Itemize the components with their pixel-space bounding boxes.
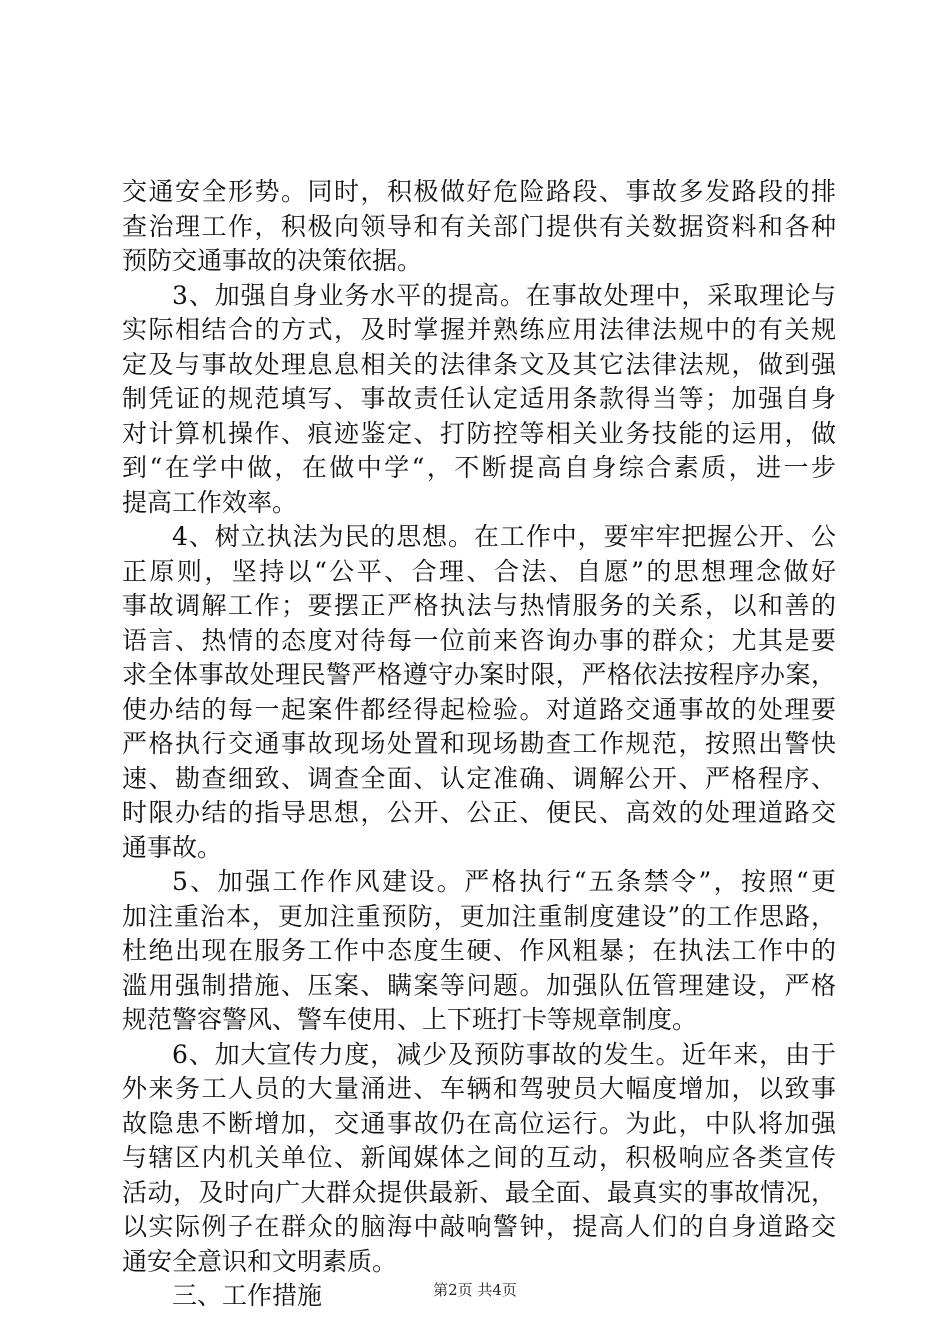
text-line: 加注重治本，更加注重预防，更加注重制度建设”的工作思路，	[122, 901, 836, 931]
text-line: 严格执行交通事故现场处置和现场勘查工作规范，按照出警快	[122, 729, 836, 758]
text-line: 查治理工作，积极向领导和有关部门提供有关数据资料和各种	[122, 211, 836, 241]
text-line: 对计算机操作、痕迹鉴定、打防控等相关业务技能的运用，做	[122, 418, 836, 448]
text-line: 滥用强制措施、压案、瞒案等问题。加强队伍管理建设，严格	[122, 970, 836, 1000]
text-line: 杜绝出现在服务工作中态度生硬、作风粗暴；在执法工作中的	[122, 936, 836, 965]
text-line: 使办结的每一起案件都经得起检验。对道路交通事故的处理要	[122, 694, 836, 724]
text-line: 6、加大宣传力度，减少及预防事故的发生。近年来，由于	[172, 1039, 836, 1069]
text-line: 事故调解工作；要摆正严格执法与热情服务的关系，以和善的	[122, 591, 836, 620]
text-line: 5、加强工作作风建设。严格执行“五条禁令”，按照“更	[172, 867, 836, 896]
page-footer: 第2页 共4页	[433, 1281, 517, 1299]
text-line: 实际相结合的方式，及时掌握并熟练应用法律法规中的有关规	[122, 315, 836, 344]
text-line: 求全体事故处理民警严格遵守办案时限，严格依法按程序办案，	[122, 660, 836, 689]
text-line: 正原则，坚持以“公平、合理、合法、自愿”的思想理念做好	[122, 556, 836, 586]
text-line: 定及与事故处理息息相关的法律条文及其它法律法规，做到强	[122, 349, 836, 379]
text-line: 提高工作效率。	[122, 487, 298, 517]
text-line: 语言、热情的态度对待每一位前来咨询办事的群众；尤其是要	[122, 625, 836, 655]
document-body	[122, 175, 836, 1314]
text-line: 通安全意识和文明素质。	[122, 1246, 398, 1276]
text-line: 到“在学中做，在做中学“，不断提高自身综合素质，进一步	[122, 453, 836, 482]
text-line: 3、加强自身业务水平的提高。在事故处理中，采取理论与	[172, 280, 836, 310]
text-line: 三、工作措施	[172, 1281, 323, 1310]
text-line: 活动，及时向广大群众提供最新、最全面、最真实的事故情况，	[122, 1177, 836, 1207]
text-line: 外来务工人员的大量涌进、车辆和驾驶员大幅度增加，以致事	[122, 1074, 836, 1103]
text-line: 与辖区内机关单位、新闻媒体之间的互动，积极响应各类宣传	[122, 1143, 836, 1172]
text-line: 故隐患不断增加，交通事故仍在高位运行。为此，中队将加强	[122, 1108, 836, 1138]
text-line: 4、树立执法为民的思想。在工作中，要牢牢把握公开、公	[172, 522, 836, 551]
text-line: 规范警容警风、警车使用、上下班打卡等规章制度。	[122, 1005, 698, 1034]
text-line: 速、勘查细致、调查全面、认定准确、调解公开、严格程序、	[122, 763, 836, 793]
text-line: 制凭证的规范填写、事故责任认定适用条款得当等；加强自身	[122, 384, 836, 413]
text-line: 时限办结的指导思想，公开、公正、便民、高效的处理道路交	[122, 798, 836, 827]
text-line: 以实际例子在群众的脑海中敲响警钟，提高人们的自身道路交	[122, 1212, 836, 1241]
text-line: 通事故。	[122, 832, 223, 862]
text-line: 交通安全形势。同时，积极做好危险路段、事故多发路段的排	[122, 177, 836, 206]
text-line: 预防交通事故的决策依据。	[122, 246, 423, 275]
